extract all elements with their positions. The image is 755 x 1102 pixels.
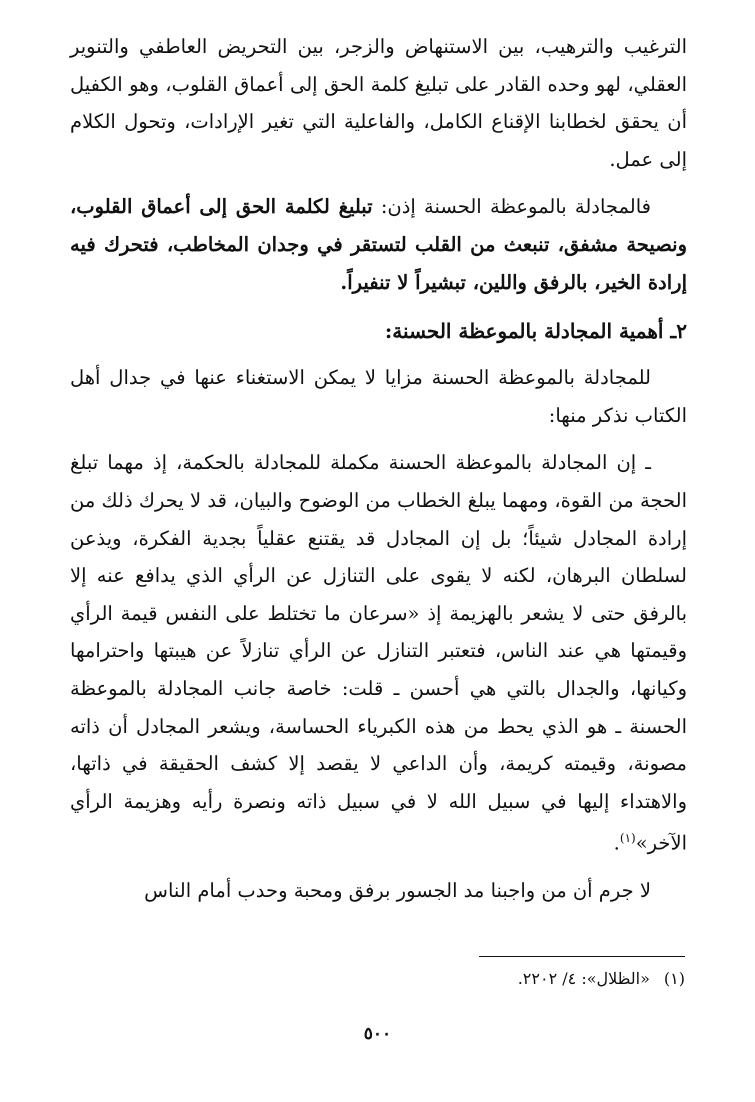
paragraph-2 bbox=[70, 188, 687, 301]
paragraph-2-lead: فالمجادلة بالموعظة الحسنة إذن: bbox=[372, 195, 651, 219]
footnote-text: «الظلال»: ٤/ ٢٢٠٢. bbox=[517, 969, 650, 988]
footnote-number: (١) bbox=[663, 969, 685, 988]
section-heading: ٢ـ أهمية المجادلة بالموعظة الحسنة: bbox=[384, 319, 687, 344]
footnote-separator bbox=[479, 956, 685, 957]
paragraph-1: الترغيب والترهيب، بين الاستنهاض والزجر، بين التحريض العاطفي والتنوير العقلي، لهو وحده القادر على تبليغ كلمة الحق إلى أعماق القلوب، وهو الكفيل أن يحقق لخطابنا الإقناع الكامل، والفاعلية التي تغير الإرادات، وتحول الكلام إلى عمل. bbox=[70, 35, 687, 171]
paragraph-4 bbox=[70, 444, 687, 862]
footnote bbox=[70, 966, 685, 992]
paragraph-5: لا جرم أن من واجبنا مد الجسور برفق ومحبة وحدب أمام الناس bbox=[144, 879, 651, 903]
paragraph-4-text: ـ إن المجادلة بالموعظة الحسنة مكملة للمجادلة بالحكمة، إذ مهما تبلغ الحجة من القوة، ومهما يبلغ الخطاب من الوضوح والبيان، قد لا يحرك ذلك من إرادة المجادل شيئاً؛ بل إن المجادل قد يقتنع عقلياً بجدية الفكرة، ويذعن لسلطان البرهان، لكنه لا يقوى على التنازل عن الرأي الذي يدافع عنه إلا بالرفق حتى لا يشعر بالهزيمة إذ «سرعان ما تختلط على النفس قيمة الرأي وقيمتها هي عند الناس، فتعتبر التنازل عن الرأي تنازلاً عن هيبتها واحترامها وكيانها، والجدال بالتي هي أحسن ـ قلت: خاصة جانب المجادلة بالموعظة الحسنة ـ هو الذي يحط من هذه الكبرياء الحساسة، ويشعر المجادل أن ذاته مصونة، وقيمته كريمة، وأن الداعي لا يقصد إلا كشف الحقيقة في ذاتها، والاهتداء إليها في سبيل الله لا في سبيل ذاته ونصرة رأيه وهزيمة الرأي الآخر» bbox=[70, 451, 687, 855]
paragraph-2-definition: تبليغ لكلمة الحق إلى أعماق القلوب، ونصيحة مشفق، تنبعث من القلب لتستقر في وجدان المخاطب، فتحرك فيه إرادة الخير، بالرفق واللين، تبشيراً لا تنفيراً. bbox=[70, 195, 687, 294]
paragraph-3: للمجادلة بالموعظة الحسنة مزايا لا يمكن الاستغناء عنها في جدال أهل الكتاب نذكر منها: bbox=[70, 366, 687, 427]
footnote-reference[interactable]: (١) bbox=[619, 831, 636, 846]
paragraph-4-end: . bbox=[613, 831, 620, 855]
page-number: ٥٠٠ bbox=[363, 1024, 392, 1044]
